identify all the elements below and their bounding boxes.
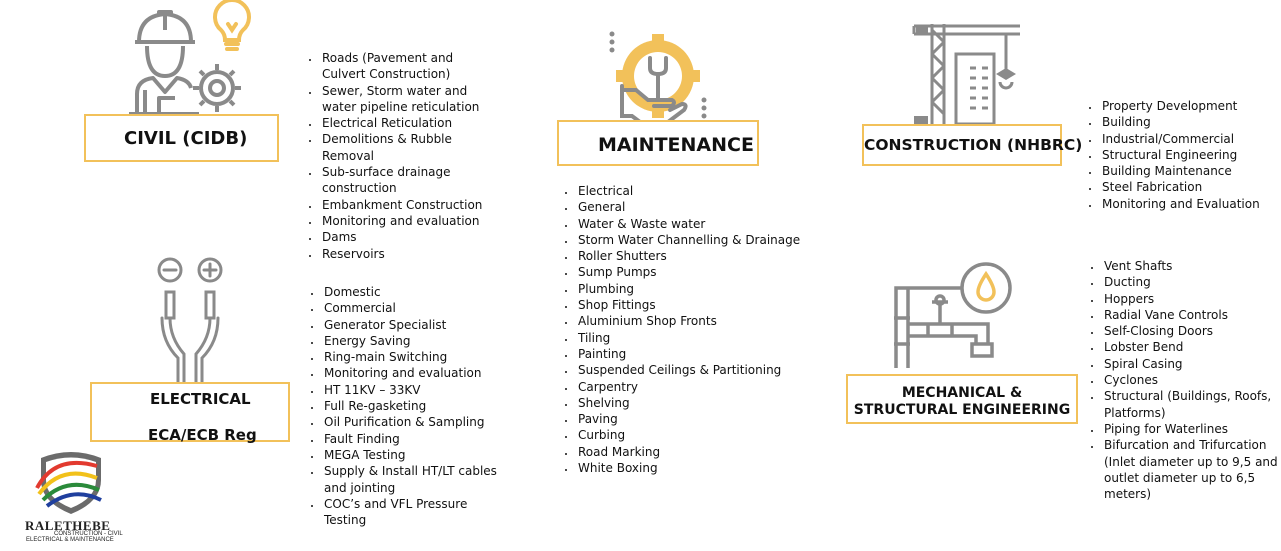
maintenance-service-item: • Shop Fittings bbox=[576, 297, 816, 313]
maintenance-service-item: • Plumbing bbox=[576, 281, 816, 297]
maintenance-service-item: • Suspended Ceilings & Partitioning bbox=[576, 362, 816, 378]
electrical-service-item: • COC’s and VFL Pressure Testing bbox=[322, 496, 500, 529]
maintenance-service-item: • Carpentry bbox=[576, 379, 816, 395]
maintenance-title-box bbox=[557, 120, 759, 166]
mechanical-service-item: • Hoppers bbox=[1102, 291, 1281, 307]
mechanical-title-line1: MECHANICAL & bbox=[901, 385, 1023, 401]
civil-services-list bbox=[300, 50, 500, 262]
civil-service-item: • Roads (Pavement and Culvert Construction) bbox=[320, 50, 500, 83]
electrical-wires-icon bbox=[150, 252, 230, 402]
mechanical-service-item: • Vent Shafts bbox=[1102, 258, 1281, 274]
mechanical-service-item: • Ducting bbox=[1102, 274, 1281, 290]
mechanical-service-item: • Lobster Bend bbox=[1102, 339, 1281, 355]
electrical-service-item: • MEGA Testing bbox=[322, 447, 500, 463]
mechanical-service-item: • Bifurcation and Trifurcation (Inlet diameter up to 9,5 and outlet diameter up to 6,5 meters) bbox=[1102, 437, 1281, 502]
civil-service-item: • Reservoirs bbox=[320, 246, 500, 262]
construction-service-item: • Property Development bbox=[1100, 98, 1281, 114]
electrical-service-item: • Domestic bbox=[322, 284, 500, 300]
mechanical-service-item: • Radial Vane Controls bbox=[1102, 307, 1281, 323]
maintenance-service-item: • Shelving bbox=[576, 395, 816, 411]
logo-tagline-1: CONSTRUCTION - CIVIL bbox=[54, 531, 123, 537]
maintenance-service-item: • Electrical bbox=[576, 183, 816, 199]
electrical-title-line1: ELECTRICAL bbox=[150, 390, 251, 408]
mechanical-title-line2: STRUCTURAL ENGINEERING bbox=[853, 402, 1071, 418]
civil-service-item: • Monitoring and evaluation bbox=[320, 213, 500, 229]
mechanical-service-item: • Self-Closing Doors bbox=[1102, 323, 1281, 339]
construction-service-item: • Steel Fabrication bbox=[1100, 179, 1281, 195]
construction-services-list bbox=[1080, 98, 1281, 212]
maintenance-service-item: • Paving bbox=[576, 411, 816, 427]
construction-title-box bbox=[862, 124, 1083, 166]
electrical-service-item: • Ring-main Switching bbox=[322, 349, 500, 365]
electrical-service-item: • Generator Specialist bbox=[322, 317, 500, 333]
electrical-service-item: • Full Re-gasketing bbox=[322, 398, 500, 414]
civil-service-item: • Demolitions & Rubble Removal bbox=[320, 131, 500, 164]
electrical-title-line2: ECA/ECB Reg bbox=[148, 426, 257, 444]
construction-title: CONSTRUCTION (NHBRC) bbox=[864, 136, 1083, 154]
ralethebe-shield-logo-icon bbox=[33, 450, 109, 516]
maintenance-service-item: • Storm Water Channelling & Drainage bbox=[576, 232, 816, 248]
construction-service-item: • Structural Engineering bbox=[1100, 147, 1281, 163]
pipes-gauge-icon bbox=[888, 262, 1018, 372]
electrical-service-item: • Fault Finding bbox=[322, 431, 500, 447]
maintenance-service-item: • Roller Shutters bbox=[576, 248, 816, 264]
construction-service-item: • Building Maintenance bbox=[1100, 163, 1281, 179]
civil-title-box bbox=[84, 114, 279, 162]
mechanical-title-box bbox=[846, 374, 1078, 424]
electrical-service-item: • HT 11KV – 33KV bbox=[322, 382, 500, 398]
civil-service-item: • Dams bbox=[320, 229, 500, 245]
mechanical-service-item: • Cyclones bbox=[1102, 372, 1281, 388]
maintenance-service-item: • White Boxing bbox=[576, 460, 816, 476]
construction-service-item: • Building bbox=[1100, 114, 1281, 130]
civil-service-item: • Sewer, Storm water and water pipeline reticulation bbox=[320, 83, 500, 116]
logo-tagline-2: ELECTRICAL & MAINTENANCE bbox=[26, 537, 114, 543]
worker-gear-bulb-icon bbox=[125, 2, 255, 122]
mechanical-service-item: • Structural (Buildings, Roofs, Platforms) bbox=[1102, 388, 1281, 421]
maintenance-service-item: • Sump Pumps bbox=[576, 264, 816, 280]
electrical-service-item: • Oil Purification & Sampling bbox=[322, 414, 500, 430]
maintenance-service-item: • Curbing bbox=[576, 427, 816, 443]
crane-building-icon bbox=[910, 20, 1030, 130]
electrical-service-item: • Monitoring and evaluation bbox=[322, 365, 500, 381]
electrical-service-item: • Commercial bbox=[322, 300, 500, 316]
maintenance-service-item: • Painting bbox=[576, 346, 816, 362]
logo-name: RALETHEBE bbox=[25, 518, 111, 533]
civil-service-item: • Sub-surface drainage construction bbox=[320, 164, 500, 197]
mechanical-service-item: • Piping for Waterlines bbox=[1102, 421, 1281, 437]
maintenance-title: MAINTENANCE bbox=[598, 134, 754, 156]
electrical-services-list bbox=[302, 284, 500, 528]
civil-service-item: • Embankment Construction bbox=[320, 197, 500, 213]
maintenance-service-item: • Aluminium Shop Fronts bbox=[576, 313, 816, 329]
maintenance-services-list bbox=[556, 183, 816, 476]
electrical-service-item: • Supply & Install HT/LT cables and jointing bbox=[322, 463, 500, 496]
maintenance-service-item: • Road Marking bbox=[576, 444, 816, 460]
maintenance-service-item: • Water & Waste water bbox=[576, 216, 816, 232]
maintenance-service-item: • General bbox=[576, 199, 816, 215]
civil-title: CIVIL (CIDB) bbox=[124, 128, 248, 149]
maintenance-service-item: • Tiling bbox=[576, 330, 816, 346]
civil-service-item: • Electrical Reticulation bbox=[320, 115, 500, 131]
electrical-title-box bbox=[90, 382, 290, 442]
construction-service-item: • Monitoring and Evaluation bbox=[1100, 196, 1281, 212]
construction-service-item: • Industrial/Commercial bbox=[1100, 131, 1281, 147]
mechanical-services-list bbox=[1082, 258, 1281, 502]
electrical-service-item: • Energy Saving bbox=[322, 333, 500, 349]
mechanical-service-item: • Spiral Casing bbox=[1102, 356, 1281, 372]
